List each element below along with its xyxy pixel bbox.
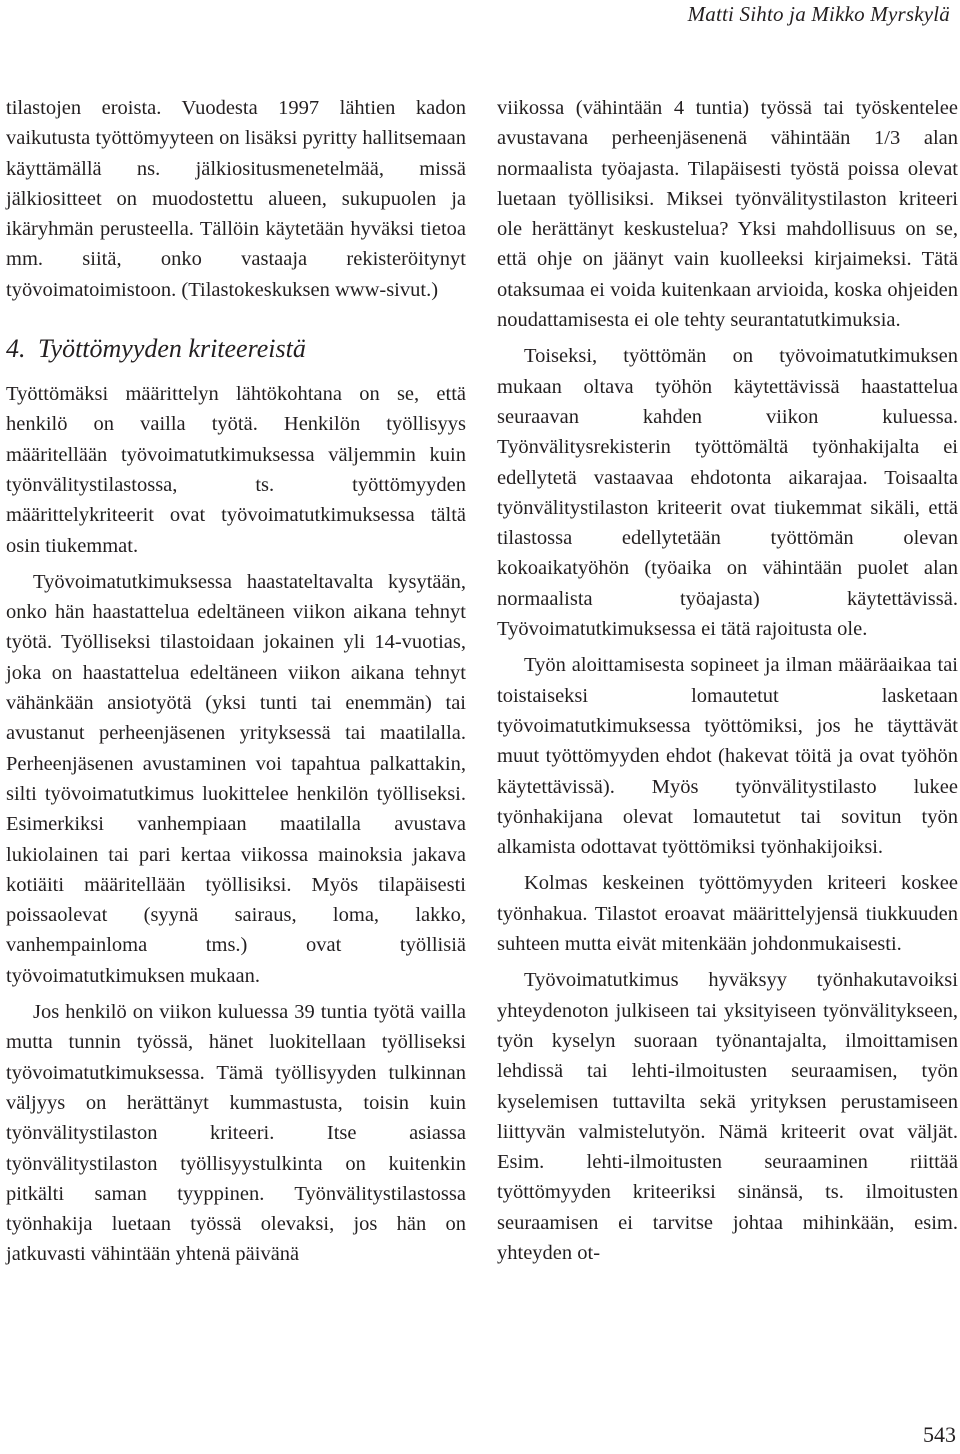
paragraph: Työvoimatutkimuksessa haastateltavalta kysytään, onko hän haastattelua edeltäneen viikon aikana tehnyt työtä. Työlliseksi tilastoidaan jokainen yli 14-vuotias, joka on haastattelua edeltäneen viikon aikana tehnyt vähänkään ansiotyötä (yksi tunti tai enemmän) tai avustanut perheenjäsenen yrityksessä tai maatilalla. Perheenjäsenen avustaminen voi tapahtua palkattakin, silti työvoimatutkimus luokittelee henkilön työlliseksi. Esimerkiksi vanhempiaan maatilalla avustava lukiolainen tai pari kertaa viikossa mainoksia jakava kotiäiti määritellään työllisiksi. Myös tilapäisesti poissaolevat (syynä sairaus, loma, lakko, vanhempainloma tms.) ovat työllisiä työvoimatutkimuksen mukaan. [6,570,466,987]
paragraph: Jos henkilö on viikon kuluessa 39 tuntia työtä vailla mutta tunnin työssä, hänet luokitellaan työlliseksi työvoimatutkimuksessa. Tämä työllisyyden tulkinnan väljyys on herättänyt kummastusta, toisin kuin työnvälitystilaston kriteeri. Itse asiassa työnvälitystilaston työllisyystulkinta on kuitenkin pitkälti saman tyyppinen. Työnvälitystilastossa työnhakija luetaan työssä olevaksi, jos hän on jatkuvasti vähintään yhtenä päivänä [6,1001,466,1266]
right-column [497,93,958,1268]
paragraph: Toiseksi, työttömän on työvoimatutkimuksen mukaan oltava työhön käytettävissä haastattelua seuraavan kahden viikon kuluessa. Työnvälitysrekisterin työttömältä työnhakijalta ei edellytetä vastaavaa ehdotonta aikarajaa. Toisaalta työnvälitystilaston kriteerit ovat tiukemmat sikäli, että tilastossa edellytetään työttömän olevan kokoaikatyöhön (työaika on vähintään puolet alan normaalista työajasta) käytettävissä. Työvoimatutkimuksessa ei tätä rajoitusta ole. [497,345,958,641]
paragraph: viikossa (vähintään 4 tuntia) työssä tai työskentelee avustavana perheenjäsenenä vähintään 1/3 alan normaalista työajasta. Tilapäisesti työstä poissa olevat luetaan työllisiksi. Miksei työnvälitystilaston kriteeri ole herättänyt keskustelua? Yksi mahdollisuus on se, että ohje on jäänyt vain kuolleeksi kirjaimeksi. Tätä otaksumaa ei voida kuitenkaan arvioida, koska ohjeiden noudattamisesta ei ole tehty seurantatutkimuksia. [497,97,958,332]
section-title: Työttömyyden kriteereistä [38,334,306,364]
section-heading [6,333,466,365]
paragraph: Kolmas keskeinen työttömyyden kriteeri koskee työnhakua. Tilastot eroavat määrittelyjensä tiukkuuden suhteen mutta eivät mitenkään johdonmukaisesti. [497,872,958,956]
paragraph: Työttömäksi määrittelyn lähtökohtana on se, että henkilö on vailla työtä. Henkilön työllisyys määritellään työvoimatutkimuksessa väljemmin kuin työnvälitystilastossa, ts. työttömyyden määrittelykriteerit ovat työvoimatutkimuksessa tältä osin tiukemmat. [6,383,466,557]
section-number: 4. [6,334,26,364]
left-column [6,93,466,1270]
page-number: 543 [923,1422,956,1447]
running-header: Matti Sihto ja Mikko Myrskylä [687,2,950,26]
paragraph: Työvoimatutkimus hyväksyy työnhakutavoiksi yhteydenoton julkiseen tai yksityiseen työnvälitykseen, työn kyselyn suoraan työnantajalta, ilmoittamisen lehdissä tai lehti-ilmoitusten seuraamisen, työn kyselemisen tuttavilta sekä yrityksen perustamiseen liittyvän valmistelutyön. Nämä kriteerit ovat väljät. Esim. lehti-ilmoitusten seuraaminen riittää työttömyyden kriteeriksi sinänsä, ts. ilmoitusten seuraamisen ei tarvitse johtaa mihinkään, esim. yhteyden ot- [497,969,958,1264]
paragraph: Työn aloittamisesta sopineet ja ilman määräaikaa tai toistaiseksi lomautetut lasketaan työvoimatutkimuksessa työttömiksi, jos he täyttävät muut työttömyyden ehdot (hakevat töitä ja ovat työhön käytettävissä). Myös työnvälitystilasto lukee työnhakijana olevat lomautetut tai sovitun työn alkamista odottavat työttömiksi työnhakijoiksi. [497,654,958,859]
paragraph: tilastojen eroista. Vuodesta 1997 lähtien kadon vaikutusta työttömyyteen on lisäksi pyritty hallitsemaan käyttämällä ns. jälkiositusmenetelmää, missä jälkiositteet on muodostettu alueen, sukupuolen ja ikäryhmän perusteella. Tällöin käytetään hyväksi tietoa mm. siitä, onko vastaaja rekisteröitynyt työvoimatoimistoon. (Tilastokeskuksen www-sivut.) [6,97,466,301]
